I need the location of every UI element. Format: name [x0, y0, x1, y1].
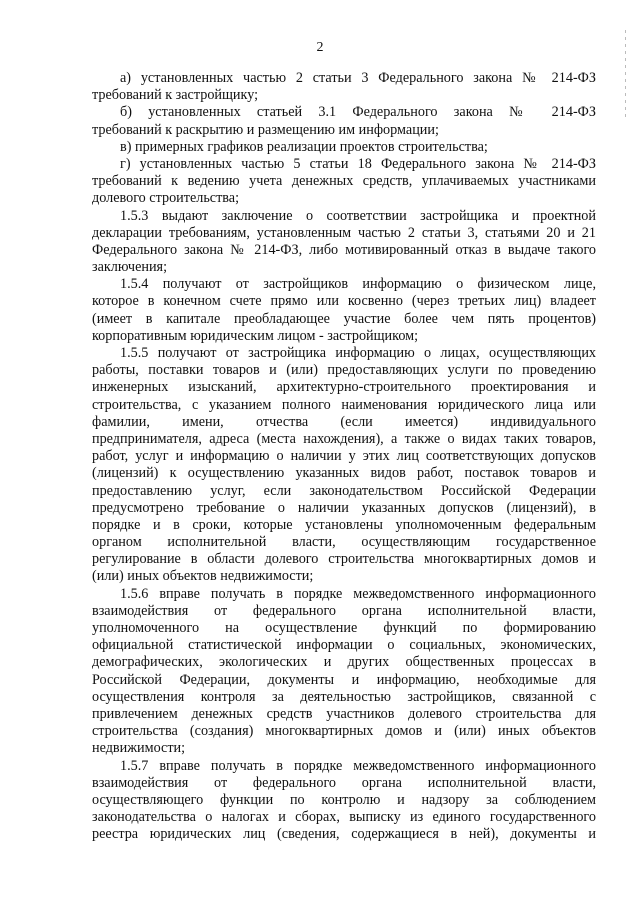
text-line: Федерального закона № 214-ФЗ, либо мотивированный отказ в выдаче такого — [92, 241, 596, 258]
paragraph — [92, 208, 596, 277]
text-line: законодательства о налогах и сборах, выписку из единого государственного — [92, 809, 596, 826]
paragraph — [92, 156, 596, 208]
text-line: долевого строительства; — [92, 190, 240, 207]
text-line: г) установленных частью 5 статьи 18 Федерального закона № 214-ФЗ — [120, 155, 596, 172]
text-line: предпринимателя, адреса (места нахождения), а также о видах таких товаров, — [92, 430, 596, 447]
text-line: строительства (создания) многоквартирных домов и (или) иных объектов — [92, 723, 596, 740]
text-line: Российской Федерации, документы и информацию, необходимые для — [92, 671, 596, 688]
text-line: фамилии, имени, отчества (если имеется) индивидуального — [92, 413, 596, 430]
paragraph — [92, 139, 596, 156]
paragraph — [92, 345, 596, 586]
text-line: б) установленных статьей 3.1 Федерального закона № 214-ФЗ — [120, 104, 596, 121]
text-line: взаимодействия от федерального органа исполнительной власти, — [92, 602, 596, 619]
document-body — [92, 70, 596, 843]
text-line: демографических, экологических и других общественных процессах в — [92, 654, 596, 671]
page-number: 2 — [316, 40, 324, 55]
text-line: 1.5.7 вправе получать в порядке межведомственного информационного — [120, 757, 596, 774]
paragraph — [92, 758, 596, 844]
text-line: предоставлению услуг, если законодательством Российской Федерации — [92, 482, 596, 499]
paragraph — [92, 586, 596, 758]
text-line: осуществления контроля за деятельностью застройщиков, связанной с — [92, 688, 596, 705]
text-line: в) примерных графиков реализации проектов строительства; — [120, 138, 488, 155]
text-line: (имеет в капитале преобладающее участие более чем пять процентов) — [92, 310, 596, 327]
text-line: корпоративным юридическим лицом - застройщиком; — [92, 327, 419, 344]
text-line: инженерных изысканий, архитектурно-строительного проектирования и — [92, 379, 596, 396]
text-line: 1.5.3 выдают заключение о соответствии застройщика и проектной — [120, 207, 596, 224]
text-line: заключения; — [92, 259, 168, 276]
text-line: требований к ведению учета денежных средств, уплачиваемых участниками — [92, 173, 596, 190]
paragraph — [92, 104, 596, 138]
text-line: 1.5.5 получают от застройщика информацию о лицах, осуществляющих — [120, 345, 596, 361]
text-line: требований к застройщику; — [92, 87, 259, 104]
text-line: регулирование в области долевого строительства многоквартирных домов и — [92, 551, 596, 568]
text-line: а) установленных частью 2 статьи 3 Федерального закона № 214-ФЗ — [120, 70, 596, 86]
text-line: реестра юридических лиц (сведения, содержащиеся в ней), документы и — [92, 826, 596, 843]
text-line: требований к раскрытию и размещению им информации; — [92, 121, 439, 138]
text-line: взаимодействия от федерального органа исполнительной власти, — [92, 774, 596, 791]
text-line: уполномоченного на осуществление функций по формированию — [92, 620, 596, 636]
text-line: привлечением денежных средств участников долевого строительства для — [92, 705, 596, 722]
text-line: (или) иных объектов недвижимости; — [92, 568, 314, 585]
text-line: недвижимости; — [92, 740, 186, 757]
text-line: работы, поставки товаров и (или) предоставляющих услуги по проведению — [92, 362, 596, 379]
text-line: официальной статистической информации о социальных, экономических, — [92, 637, 596, 654]
paragraph — [92, 70, 596, 104]
text-line: строительства, с указанием полного наименования юридического лица или — [92, 396, 596, 413]
text-line: 1.5.4 получают от застройщиков информацию о физическом лице, — [120, 276, 596, 293]
text-line: органом исполнительной власти, осуществляющим государственное — [92, 534, 596, 551]
text-line: (лицензий) к осуществлению указанных видов работ, поставок товаров и — [92, 465, 596, 482]
text-line: порядке и в сроки, которые установлены уполномоченным федеральным — [92, 516, 596, 533]
paragraph — [92, 276, 596, 345]
text-line: 1.5.6 вправе получать в порядке межведомственного информационного — [120, 585, 596, 602]
text-line: которое в конечном счете прямо или косвенно (через третьих лиц) владеет — [92, 293, 596, 310]
text-line: декларации требованиям, установленным частью 2 статьи 3, статьями 20 и 21 — [92, 224, 596, 241]
text-line: работ, услуг и информацию о наличии у этих лиц соответствующих допусков — [92, 448, 596, 465]
text-line: предусмотрено требование о наличии указанных допусков (лицензий), в — [92, 499, 596, 516]
text-line: осуществляющего функции по контролю и надзору за соблюдением — [92, 791, 596, 808]
